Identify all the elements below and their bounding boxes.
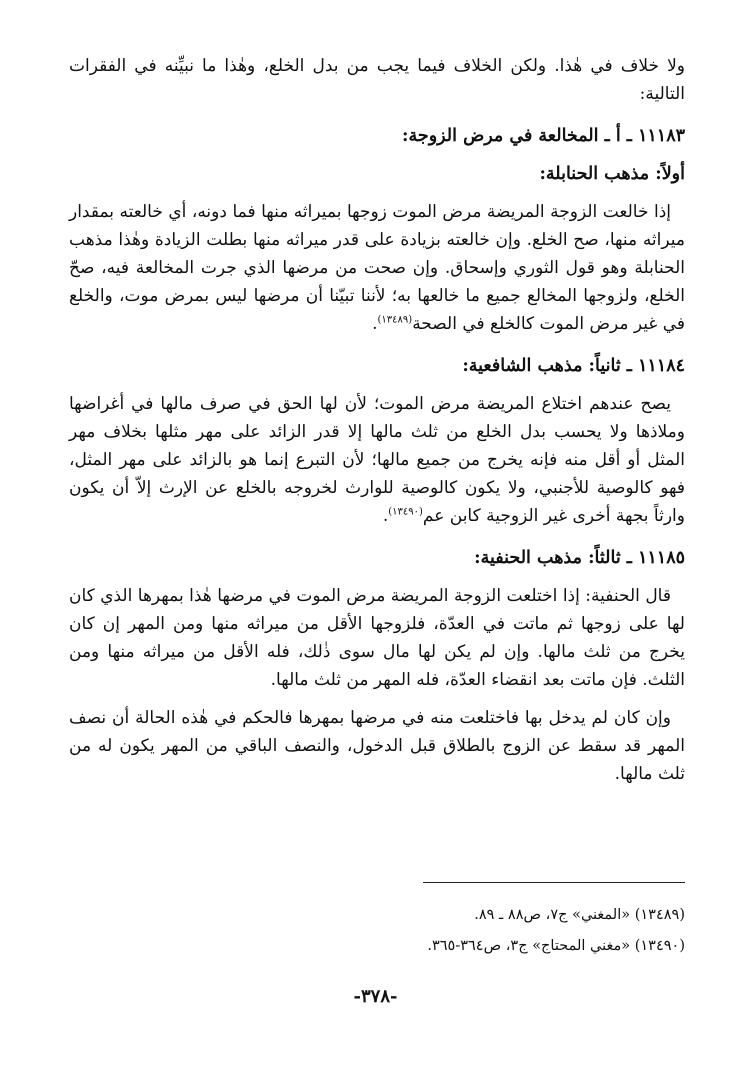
footnotes: [69, 902, 685, 964]
section-heading-11185: ١١١٨٥ ـ ثالثاً: مذهب الحنفية:: [474, 548, 685, 568]
intro-paragraph: ولا خلاف في هٰذا. ولكن الخلاف فيما يجب من بدل الخلع، وهٰذا ما نبيِّنه في الفقرات التالية:: [69, 56, 685, 104]
footnote-ref-13490[interactable]: (١٣٤٩٠): [388, 506, 423, 518]
paragraph-hanbali: إذا خالعت الزوجة المريضة مرض الموت زوجها بميراثه منها فما دونه، أي خالعته بمقدار ميراثه منها، صح الخلع. وإن خالعته بزيادة على قدر ميراثه منها بطلت الزيادة وهٰذا مذهب الحنابلة وهو قول الثوري وإسحاق. وإن صحت من مرضها الذي جرت المخالعة فيه، صحّ الخلع، ولزوجها المخالع جميع ما خالعها به؛ لأننا تبيّنا أن مرضها ليس بمرض موت، والخلع في غير مرض الموت كالخلع في الصحة$^{(١٣٤٨٩)}$.: [69, 202, 685, 334]
footnote-13489: (١٣٤٨٩) «المغني» ج٧، ص٨٨ ـ ٨٩.: [474, 907, 685, 923]
sub-heading-hanbali: أولاً: مذهب الحنابلة:: [539, 164, 685, 184]
footnote-divider: [423, 882, 685, 883]
paragraph-hanafi-2: وإن كان لم يدخل بها فاختلعت منه في مرضها بمهرها فالحكم في هٰذه الحالة أن نصف المهر قد سقط عن الزوج بالطلاق قبل الدخول، والنصف الباقي من المهر يكون له من ثلث مالها.: [69, 708, 685, 784]
footnote-ref-13489[interactable]: (١٣٤٨٩): [377, 314, 413, 326]
paragraph-gap: [69, 694, 685, 704]
paragraph-hanbali-text: إذا خالعت الزوجة المريضة مرض الموت زوجها بميراثه منها فما دونه، أي خالعته بمقدار ميراثه منها، صح الخلع. وإن خالعته بزيادة على قدر ميراثه منها بطلت الزيادة وهٰذا مذهب الحنابلة وهو قول الثوري وإسحاق. وإن صحت من مرضها الذي جرت المخالعة فيه، صحّ الخلع، ولزوجها المخالع جميع ما خالعها به؛ لأننا تبيّنا أن مرضها ليس بمرض موت، والخلع في غير مرض الموت كالخلع في الصحة: [69, 202, 685, 334]
paragraph-shafii: يصح عندهم اختلاع المريضة مرض الموت؛ لأن لها الحق في صرف مالها في أغراضها وملاذها ولا يحسب بدل الخلع من ثلث مالها إلا قدر الزائد على مهر مثلها بخلاف مهر المثل أو أقل منه فإنه يخرج من جميع مالها؛ لأن التبرع إنما هو بالزائد على مهر المثل، فهو كالوصية للأجنبي، ولا يكون كالوصية للوارث لخروجه بالخلع عن الإرث إلاّ أن يكون وارثاً بجهة أخرى غير الزوجية كابن عم$^{(١٣٤٩٠)}$.: [69, 394, 685, 526]
paragraph-hanafi-1: قال الحنفية: إذا اختلعت الزوجة المريضة مرض الموت في مرضها هٰذا بمهرها الذي كان لها على زوجها ثم ماتت في العدّة، فلزوجها الأقل من ميراثه منها ومن المهر إن كان يخرج من ثلث مالها. وإن لم يكن لها مال سوى ذٰلك، فله الأقل من ميراثه منها ومن الثلث. فإن ماتت بعد انقضاء العدّة، فله المهر من ثلث مالها.: [69, 586, 685, 690]
paragraph-shafii-text: يصح عندهم اختلاع المريضة مرض الموت؛ لأن لها الحق في صرف مالها في أغراضها وملاذها ولا يحسب بدل الخلع من ثلث مالها إلا قدر الزائد على مهر مثلها بخلاف مهر المثل أو أقل منه فإنه يخرج من جميع مالها؛ لأن التبرع إنما هو بالزائد على مهر المثل، فهو كالوصية للأجنبي، ولا يكون كالوصية للوارث لخروجه بالخلع عن الإرث إلاّ أن يكون وارثاً بجهة أخرى غير الزوجية كابن عم: [69, 394, 685, 526]
section-heading-11183: ١١١٨٣ ـ أ ـ المخالعة في مرض الزوجة:: [402, 126, 685, 146]
footnote-13490: (١٣٤٩٠) «مغني المحتاج» ج٣، ص٣٦٤-٣٦٥.: [427, 938, 685, 954]
page-number: -٣٧٨-: [353, 986, 398, 1007]
section-heading-11184: ١١١٨٤ ـ ثانياً: مذهب الشافعية:: [462, 356, 685, 376]
page-body: [69, 52, 685, 788]
